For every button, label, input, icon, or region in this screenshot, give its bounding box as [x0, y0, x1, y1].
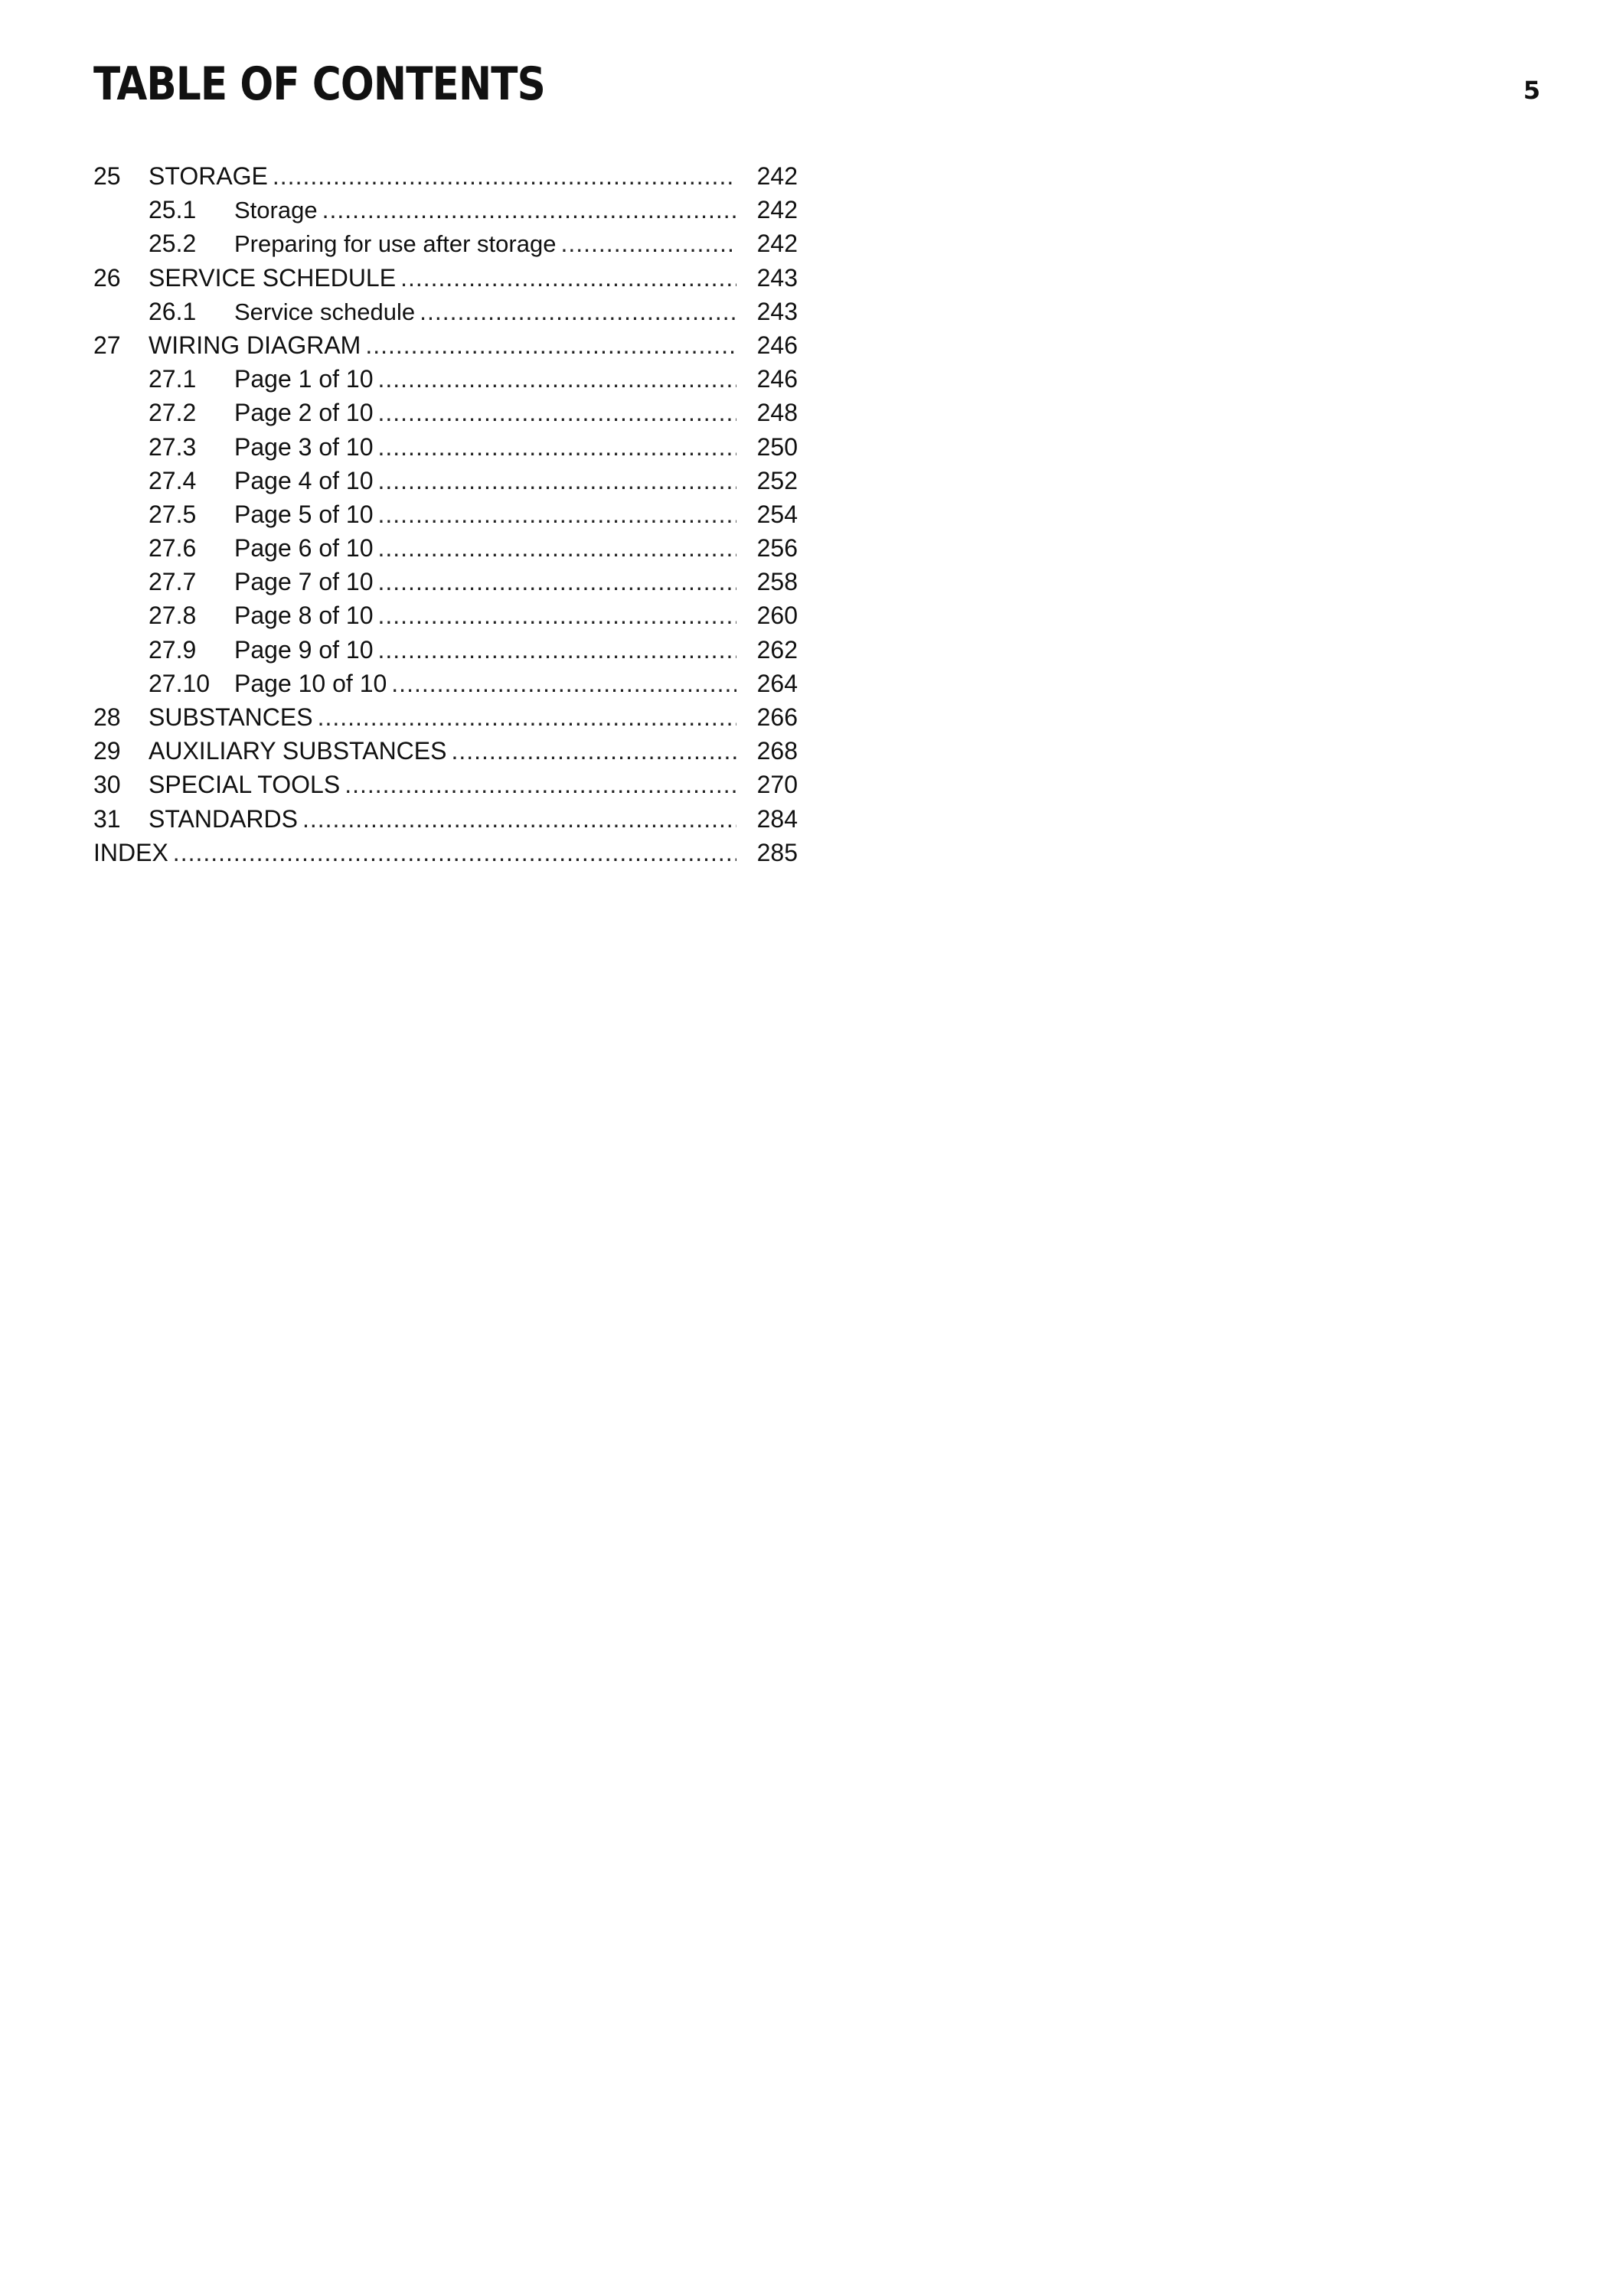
toc-entry[interactable] — [93, 362, 798, 396]
toc-entry-number: 27.3 — [149, 430, 196, 464]
toc-entry-page: 246 — [736, 328, 798, 362]
toc-entry-page: 266 — [736, 700, 798, 734]
toc-entry-line — [149, 261, 798, 295]
toc-entry-line — [234, 464, 798, 497]
toc-entry-title: Page 3 of 10 — [234, 430, 377, 464]
toc-entry-number: 27.9 — [149, 633, 196, 667]
toc-entry[interactable] — [93, 430, 798, 464]
toc-dot-leader — [322, 193, 736, 227]
toc-dot-leader — [377, 565, 736, 598]
toc-entry-number: 27.10 — [149, 667, 210, 700]
toc-entry-number: 30 — [93, 768, 121, 801]
toc-entry[interactable] — [93, 464, 798, 497]
toc-entry[interactable] — [93, 802, 798, 836]
toc-entry-title: SPECIAL TOOLS — [149, 768, 345, 801]
toc-entry-title: SUBSTANCES — [149, 700, 318, 734]
toc-entry-title: Page 1 of 10 — [234, 362, 377, 396]
toc-dot-leader — [345, 768, 736, 801]
toc-entry-title: STANDARDS — [149, 802, 302, 836]
toc-entry-page: 252 — [736, 464, 798, 497]
toc-entry-line — [234, 633, 798, 667]
toc-entry-number: 26.1 — [149, 295, 196, 328]
page-number: 5 — [1523, 76, 1540, 105]
toc-entry-title: INDEX — [93, 836, 173, 869]
toc-entry[interactable] — [93, 396, 798, 429]
toc-entry-title: AUXILIARY SUBSTANCES — [149, 734, 451, 768]
toc-entry[interactable] — [93, 261, 798, 295]
toc-entry[interactable] — [93, 667, 798, 700]
toc-dot-leader — [451, 734, 736, 768]
toc-entry-title: Service schedule — [234, 295, 420, 329]
toc-entry-line — [234, 295, 798, 329]
toc-entry-title: STORAGE — [149, 159, 273, 193]
toc-dot-leader — [173, 836, 736, 869]
toc-entry-page: 264 — [736, 667, 798, 700]
toc-entry-page: 248 — [736, 396, 798, 429]
toc-entry-line — [149, 159, 798, 193]
toc-entry-page: 242 — [736, 159, 798, 193]
toc-entry-page: 285 — [736, 836, 798, 869]
toc-entry-title: Page 9 of 10 — [234, 633, 377, 667]
toc-entry-page: 254 — [736, 497, 798, 531]
toc-dot-leader — [377, 464, 736, 497]
toc-entry-number: 27.6 — [149, 531, 196, 565]
toc-entry-number: 27.7 — [149, 565, 196, 598]
toc-entry[interactable] — [93, 193, 798, 227]
toc-entry[interactable] — [93, 159, 798, 193]
toc-entry-title: Page 7 of 10 — [234, 565, 377, 598]
toc-entry-title: Page 2 of 10 — [234, 396, 377, 429]
toc-entry-title: Page 5 of 10 — [234, 497, 377, 531]
toc-entry[interactable] — [93, 328, 798, 362]
toc-entry-line — [234, 531, 798, 565]
toc-entry-page: 242 — [736, 227, 798, 260]
toc-dot-leader — [377, 362, 736, 396]
toc-dot-leader — [377, 531, 736, 565]
toc-entry-line — [234, 667, 798, 700]
toc-entry-title: Preparing for use after storage — [234, 227, 560, 261]
toc-entry-line — [234, 396, 798, 429]
toc-entry-line — [149, 328, 798, 362]
toc-dot-leader — [420, 295, 736, 328]
toc-entry-page: 250 — [736, 430, 798, 464]
toc-entry-number: 27.2 — [149, 396, 196, 429]
toc-dot-leader — [377, 633, 736, 667]
toc-entry-title: Page 8 of 10 — [234, 598, 377, 632]
toc-entry-title: Page 6 of 10 — [234, 531, 377, 565]
toc-entry-page: 284 — [736, 802, 798, 836]
toc-dot-leader — [377, 430, 736, 464]
toc-entry-number: 27.4 — [149, 464, 196, 497]
toc-entry[interactable] — [93, 531, 798, 565]
toc-entry-title: Page 10 of 10 — [234, 667, 391, 700]
toc-entry-number: 25.1 — [149, 193, 196, 227]
toc-entry-number: 31 — [93, 802, 121, 836]
toc-entry-page: 260 — [736, 598, 798, 632]
toc-entry-line — [234, 497, 798, 531]
toc-dot-leader — [560, 227, 736, 260]
toc-entry-number: 29 — [93, 734, 121, 768]
toc-entry-number: 25 — [93, 159, 121, 193]
toc-entry-page: 242 — [736, 193, 798, 227]
toc-entry[interactable] — [93, 497, 798, 531]
toc-entry-page: 258 — [736, 565, 798, 598]
toc-entry-page: 243 — [736, 295, 798, 328]
toc-entry-title: SERVICE SCHEDULE — [149, 261, 400, 295]
toc-entry-number: 27.5 — [149, 497, 196, 531]
toc-entry[interactable] — [93, 700, 798, 734]
toc-entry-line — [234, 598, 798, 632]
toc-entry[interactable] — [93, 598, 798, 632]
toc-entry-page: 270 — [736, 768, 798, 801]
toc-entry[interactable] — [93, 734, 798, 768]
toc-dot-leader — [400, 261, 736, 295]
table-of-contents — [93, 159, 798, 869]
toc-entry[interactable] — [93, 768, 798, 801]
toc-entry-line — [234, 193, 798, 227]
toc-entry-number: 27.1 — [149, 362, 196, 396]
toc-entry[interactable] — [93, 836, 798, 869]
toc-entry-number: 25.2 — [149, 227, 196, 260]
toc-entry[interactable] — [93, 565, 798, 598]
toc-entry[interactable] — [93, 295, 798, 328]
toc-entry[interactable] — [93, 227, 798, 260]
toc-dot-leader — [318, 700, 736, 734]
toc-entry-line — [149, 802, 798, 836]
page-title: TABLE OF CONTENTS — [93, 57, 545, 111]
toc-dot-leader — [377, 396, 736, 429]
toc-dot-leader — [377, 598, 736, 632]
toc-entry-number: 28 — [93, 700, 121, 734]
toc-entry-number: 27.8 — [149, 598, 196, 632]
toc-dot-leader — [365, 328, 736, 362]
toc-entry-number: 26 — [93, 261, 121, 295]
toc-entry-number: 27 — [93, 328, 121, 362]
toc-dot-leader — [377, 497, 736, 531]
toc-entry-page: 268 — [736, 734, 798, 768]
toc-entry-line — [149, 700, 798, 734]
toc-dot-leader — [391, 667, 736, 700]
toc-entry-page: 246 — [736, 362, 798, 396]
toc-entry-line — [234, 227, 798, 261]
toc-entry-title: Storage — [234, 194, 322, 227]
toc-entry-line — [234, 430, 798, 464]
toc-entry[interactable] — [93, 633, 798, 667]
toc-entry-title: Page 4 of 10 — [234, 464, 377, 497]
toc-entry-line — [93, 836, 798, 869]
toc-entry-line — [149, 768, 798, 801]
toc-entry-line — [234, 362, 798, 396]
toc-entry-line — [234, 565, 798, 598]
toc-dot-leader — [273, 159, 736, 193]
toc-entry-title: WIRING DIAGRAM — [149, 328, 365, 362]
toc-dot-leader — [302, 802, 736, 836]
page-header — [93, 55, 1540, 124]
toc-entry-page: 262 — [736, 633, 798, 667]
toc-entry-page: 256 — [736, 531, 798, 565]
toc-entry-page: 243 — [736, 261, 798, 295]
toc-entry-line — [149, 734, 798, 768]
